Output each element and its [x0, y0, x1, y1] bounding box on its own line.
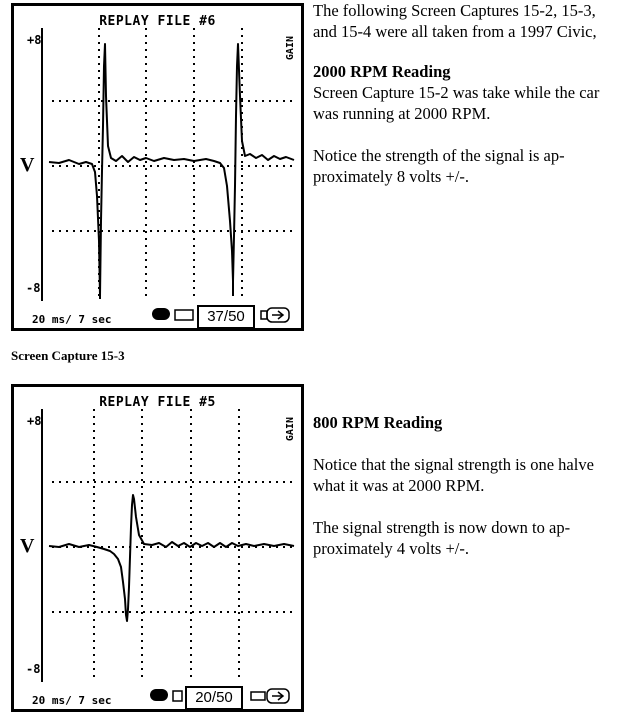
- paragraph: Notice that the signal strength is one halve what it was at 2000 RPM.: [313, 455, 594, 495]
- scope-graph: [14, 6, 301, 328]
- bottom-scale-label: -8: [26, 281, 41, 295]
- section-heading: 2000 RPM Reading: [313, 62, 451, 81]
- section-heading: 800 RPM Reading: [313, 413, 443, 432]
- scope-title: REPLAY FILE #5: [99, 395, 216, 410]
- record-icon: [152, 308, 170, 320]
- volts-label: V: [20, 154, 35, 176]
- paragraph: Screen Capture 15-2 was take while the car was running at 2000 RPM.: [313, 83, 600, 123]
- frame-icon: [175, 310, 193, 320]
- timebase-label: 20 ms/ 7 sec: [32, 313, 112, 326]
- timebase-label: 20 ms/ 7 sec: [32, 694, 112, 707]
- paragraph: The signal strength is now down to ap-proximately 4 volts +/-.: [313, 518, 571, 558]
- scope-screen-800rpm: [11, 384, 304, 712]
- intro-paragraph: The following Screen Captures 15-2, 15-3, and 15-4 were all taken from a 1997 Civic,: [313, 1, 597, 41]
- gain-label: GAIN: [285, 417, 296, 442]
- volts-label: V: [20, 535, 35, 557]
- scope-screen-2000rpm: [11, 3, 304, 331]
- bottom-scale-label: -8: [26, 662, 41, 676]
- top-scale-label: +8: [27, 33, 42, 47]
- frame-counter: 37/50: [197, 305, 255, 329]
- scope-graph: [14, 387, 301, 709]
- record-icon: [150, 689, 168, 701]
- waveform: [49, 495, 294, 621]
- figure-caption: Screen Capture 15-3: [11, 348, 125, 363]
- waveform: [49, 44, 294, 296]
- text-block-2000rpm: [313, 0, 603, 187]
- frame-counter: 20/50: [185, 686, 243, 710]
- gain-label: GAIN: [285, 36, 296, 61]
- frame-icon: [173, 691, 182, 701]
- paragraph: Notice the strength of the signal is ap-proximately 8 volts +/-.: [313, 146, 565, 186]
- top-scale-label: +8: [27, 414, 42, 428]
- text-block-800rpm: [313, 412, 603, 559]
- scope-title: REPLAY FILE #6: [99, 14, 216, 29]
